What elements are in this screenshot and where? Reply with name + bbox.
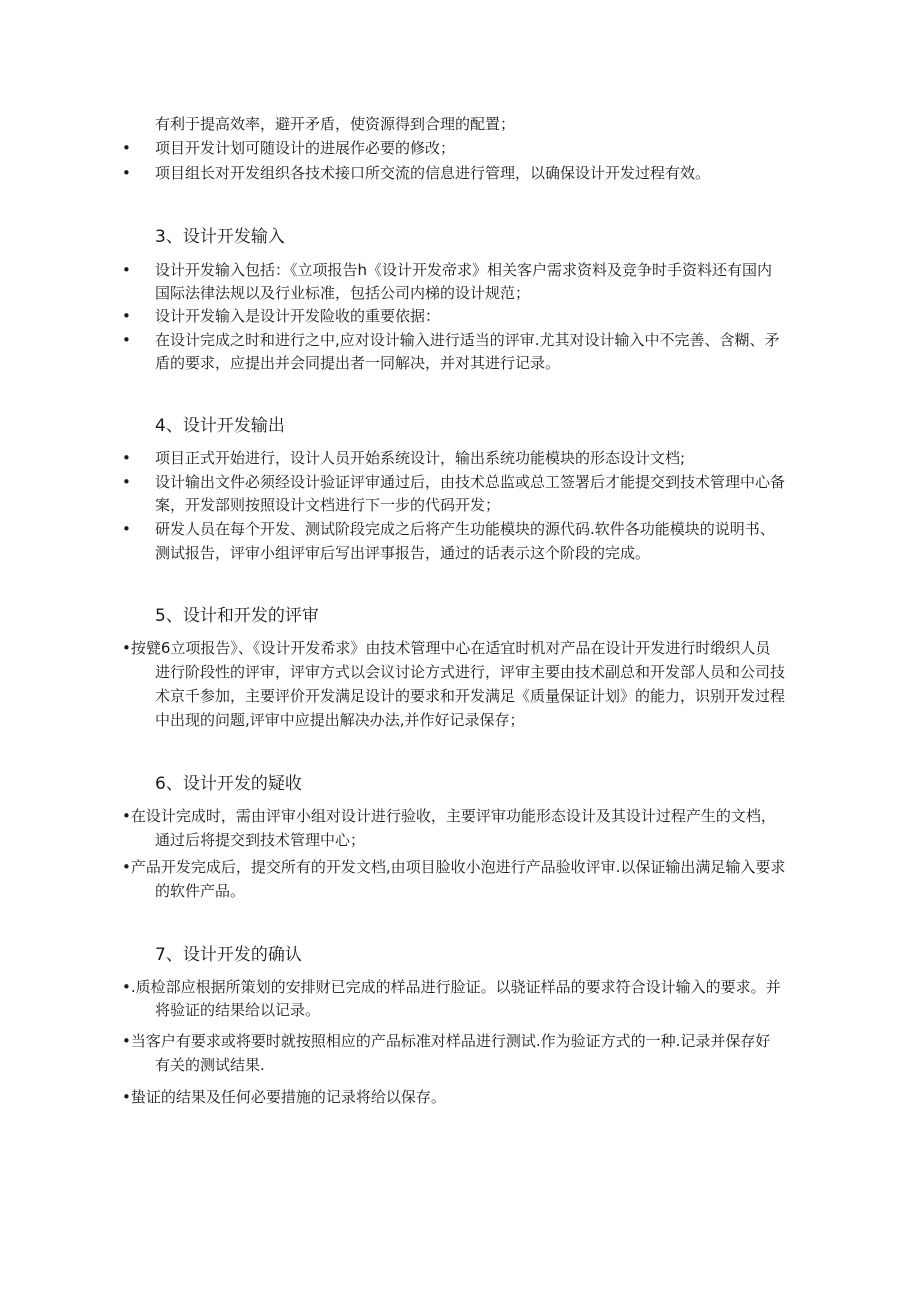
s2-item-2: 项目组长对开发组织各技术接口所交流的信息进行管理，以确保设计开发过程有效。 (155, 164, 711, 182)
s4-item-3-line-1: 研发人员在每个开发、测试阶段完成之后将产生功能模块的源代码.软件各功能模块的说明书、 (155, 520, 775, 538)
s7-item-1-line-2: 将验证的结果给以记录。 (155, 1001, 321, 1019)
bullet-icon: • (122, 520, 131, 538)
s7-item-1-line-1: •.质检部应根据所策划的安排财已完成的样品进行脸证。以骁证样品的要求符合设计输入的要求。并 (122, 978, 781, 996)
s6-item-2-line-2: 的软件产品。 (155, 882, 246, 900)
bullet-icon: • (122, 139, 131, 157)
s3-item-2: 设计开发输入是设计开发险收的重要依据： (155, 307, 441, 325)
s6-item-1-line-1: •在设计完成时，需由评审小组对设计进行验收，主要评审功能形态设计及其设计过程产生的文档， (122, 807, 776, 825)
s4-item-2-line-1: 设计输出文件必须经设计验证评审通过后，由技术总监或总工签署后才能提交到技术管理中心备 (155, 473, 786, 491)
s3-item-3-line-2: 盾的要求，应提出并会同提出者一同解决，并对其进行记录。 (155, 354, 561, 372)
s4-heading: 4、设计开发输出 (155, 416, 285, 436)
s7-item-3: •蛰证的结果及任何必要措施的记录将给以保存。 (122, 1088, 446, 1106)
s7-item-2-line-2: 有关的测试结果. (155, 1056, 265, 1074)
s3-item-1-line-1: 设计开发输入包括：《立项报告h《设计开发帝求》相关客户需求资料及竞争时手资料还有国内 (155, 261, 773, 279)
s6-heading: 6、设计开发的疑收 (155, 774, 302, 794)
s4-item-1: 项目正式开始进行，设计人员开始系统设计，输出系统功能模块的形态设计文档; (155, 449, 686, 467)
s7-item-2-line-1: •当客户有要求或将要时就按照相应的产品标准对样品进行测试.作为验证方式的一种.记录并保存好 (122, 1032, 771, 1050)
continuation-line: 有利于提高效率，避开矛盾，使资源得到合理的配置； (155, 115, 516, 133)
s6-item-1-line-2: 通过后将提交到技术管理中心； (155, 831, 366, 849)
s3-item-3-line-1: 在设计完成之时和进行之中,应对设计输入进行适当的评审.尤其对设计输入中不完善、含糊、矛 (155, 331, 780, 349)
s3-heading: 3、设计开发输入 (155, 227, 285, 247)
bullet-icon: • (122, 164, 131, 182)
s5-item-1-line-4: 中出现的问题,评审中应提出解决办法,并作好记录保存； (155, 711, 525, 729)
s4-item-2-line-2: 案，开发部则按照设计文档进行下一步的代码开发； (155, 496, 501, 514)
s5-item-1-line-2: 进行阶段性的评审，评审方式以会议讨论方式进行，评审主要由技术副总和开发部人员和公司技 (155, 663, 786, 681)
s6-item-2-line-1: •产品开发完成后，提交所有的开发文档,由项目脸收小泡进行产品验收评审.以保证输出满足输入要求 (122, 858, 786, 876)
bullet-icon: • (122, 331, 131, 349)
bullet-icon: • (122, 261, 131, 279)
bullet-icon: • (122, 449, 131, 467)
s2-item-1: 项目开发计划可随设计的进展作必要的修改； (155, 139, 456, 157)
s5-item-1-line-3: 术京千参加，主要评价开发满足设计的要求和开发满足《质量保证计划》的能力，识别开发过程 (155, 687, 786, 705)
s5-item-1-line-1: •按甓6立项报告》、《设计开发希求》由技术管理中心在适宜时机对产品在设计开发进行时缎织人员 (122, 639, 771, 657)
s3-item-1-line-2: 国际法律法规以及行业标准，包括公司内梯的设计规范； (155, 284, 531, 302)
s4-item-3-line-2: 测试报告，评审小组评审后写出评事报告，通过的话表示这个阶段的完成。 (155, 544, 651, 562)
bullet-icon: • (122, 307, 131, 325)
s5-heading: 5、设计和开发的评审 (155, 606, 319, 626)
s7-heading: 7、设计开发的确认 (155, 945, 302, 965)
bullet-icon: • (122, 473, 131, 491)
